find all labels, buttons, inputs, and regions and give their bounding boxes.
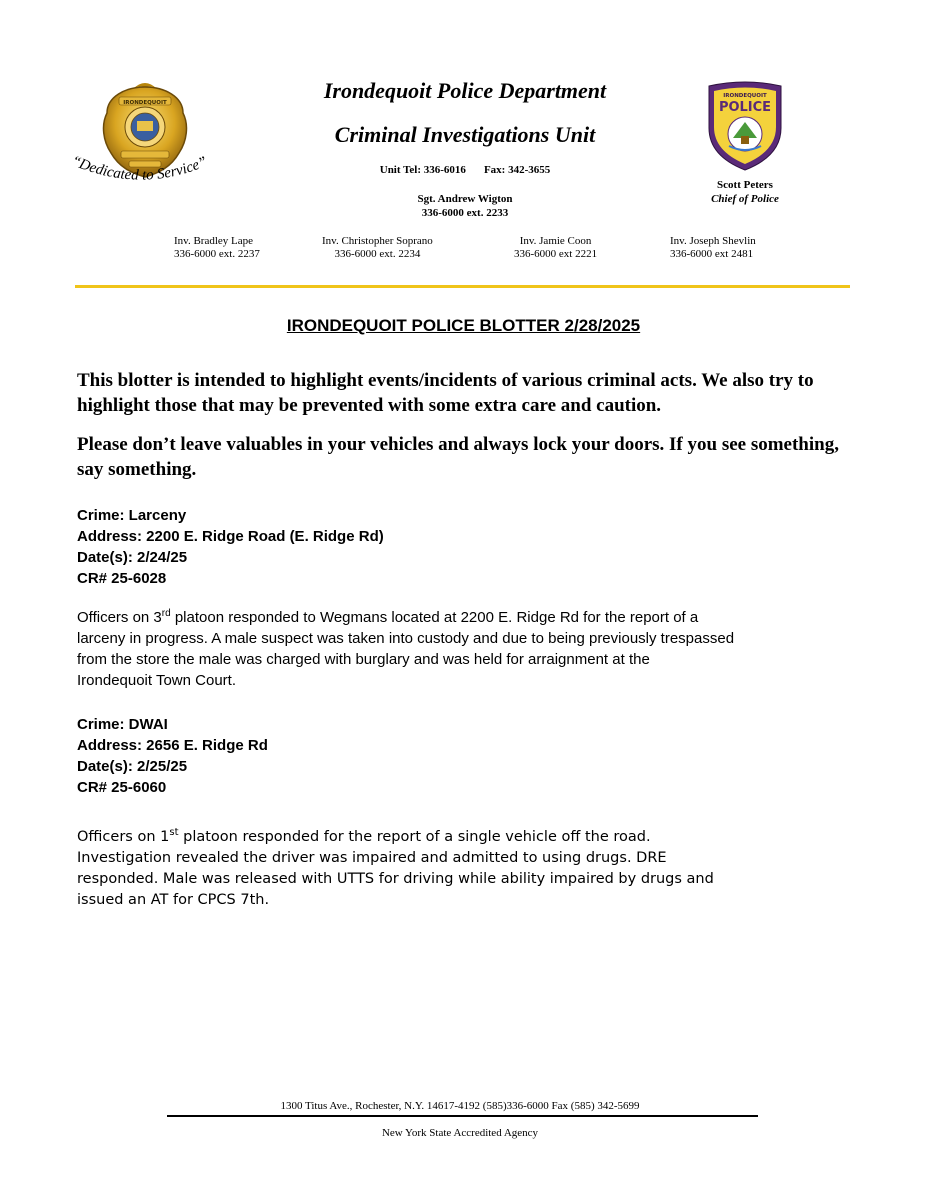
sergeant-contact: [330, 192, 600, 220]
investigator-phone: 336-6000 ext 2221: [514, 248, 598, 260]
investigator-phone: 336-6000 ext. 2234: [334, 248, 421, 260]
incident-dates: Date(s): 2/24/25: [77, 549, 188, 566]
investigator-phone: 336-6000 ext 2481: [670, 248, 754, 260]
incident-address: Address: 2656 E. Ridge Rd: [77, 737, 268, 754]
ordinal-suffix: rd: [161, 608, 171, 619]
sergeant-name: Sgt. Andrew Wigton: [417, 193, 513, 205]
narrative-text: larceny in progress. A male suspect was taken into custody and due to being previously trespassed: [77, 630, 735, 647]
badge-text: IRONDEQUOIT: [123, 100, 167, 106]
department-title: Irondequoit Police Department: [323, 78, 607, 103]
intro-paragraph: Please don’t leave valuables in your vehicles and always lock your doors. If you see something, say something.: [77, 434, 839, 480]
narrative-text: platoon responded to Wegmans located at 2200 E. Ridge Rd for the report of a: [170, 609, 699, 626]
investigator: [514, 235, 597, 261]
chief-block: [680, 178, 810, 206]
chief-name: Scott Peters: [717, 179, 773, 191]
narrative-text: responded. Male was released with UTTS for driving while ability impaired by drugs and: [77, 871, 714, 887]
police-shield-logo: [705, 80, 785, 172]
incident-cr-number: CR# 25-6028: [77, 570, 167, 587]
intro-paragraph: This blotter is intended to highlight events/incidents of various criminal acts. We also try to highlight those that may be prevented with some extra care and caution.: [77, 370, 814, 416]
investigator-name: Inv. Bradley Lape: [174, 235, 254, 247]
unit-fax: Fax: 342-3655: [483, 164, 551, 176]
narrative-text: Officers on 1: [77, 829, 170, 845]
header-divider: [75, 285, 850, 288]
shield-text-top: IRONDEQUOIT: [723, 93, 767, 99]
narrative-text: Officers on 3: [77, 609, 162, 626]
unit-contact: [300, 164, 630, 176]
incident-narrative: [77, 607, 867, 691]
narrative-text: from the store the male was charged with burglary and was held for arraignment at the: [77, 651, 650, 668]
ordinal-suffix: st: [169, 827, 179, 839]
investigator-name: Inv. Joseph Shevlin: [670, 235, 756, 247]
investigator-name: Inv. Jamie Coon: [519, 235, 592, 247]
incident-address: Address: 2200 E. Ridge Road (E. Ridge Rd): [77, 528, 384, 545]
investigator: [322, 235, 433, 261]
incident-details: [77, 505, 857, 589]
incident-cr-number: CR# 25-6060: [77, 779, 167, 796]
investigator-name: Inv. Christopher Soprano: [322, 235, 433, 247]
narrative-text: platoon responded for the report of a single vehicle off the road.: [178, 829, 651, 845]
svg-text:“Dedicated to Service”: [69, 153, 209, 184]
unit-tel: Unit Tel: 336-6016: [379, 164, 466, 176]
narrative-text: Irondequoit Town Court.: [77, 672, 236, 689]
sergeant-phone: 336-6000 ext. 2233: [421, 207, 509, 219]
incident-narrative: [77, 827, 867, 911]
narrative-text: issued an AT for CPCS 7th.: [77, 892, 270, 908]
footer-agency: New York State Accredited Agency: [381, 1127, 539, 1139]
investigator: [174, 235, 260, 261]
investigator-phone: 336-6000 ext. 2237: [174, 248, 260, 260]
footer-divider: [167, 1115, 758, 1117]
blotter-title: IRONDEQUOIT POLICE BLOTTER 2/28/2025: [286, 316, 641, 335]
chief-title: Chief of Police: [711, 193, 779, 205]
narrative-text: Investigation revealed the driver was impaired and admitted to using drugs. DRE: [77, 850, 667, 866]
incident-details: [77, 714, 857, 798]
incident-crime: Crime: Larceny: [77, 507, 187, 524]
incident-crime: Crime: DWAI: [77, 716, 168, 733]
footer-address: 1300 Titus Ave., Rochester, N.Y. 14617-4192 (585)336-6000 Fax (585) 342-5699: [280, 1100, 640, 1112]
motto-text: “Dedicated to Service”: [69, 153, 210, 184]
badge-motto: [58, 148, 238, 198]
unit-title: Criminal Investigations Unit: [334, 122, 596, 147]
investigator: [670, 235, 756, 261]
incident-dates: Date(s): 2/25/25: [77, 758, 188, 775]
shield-text-main: POLICE: [718, 100, 772, 115]
